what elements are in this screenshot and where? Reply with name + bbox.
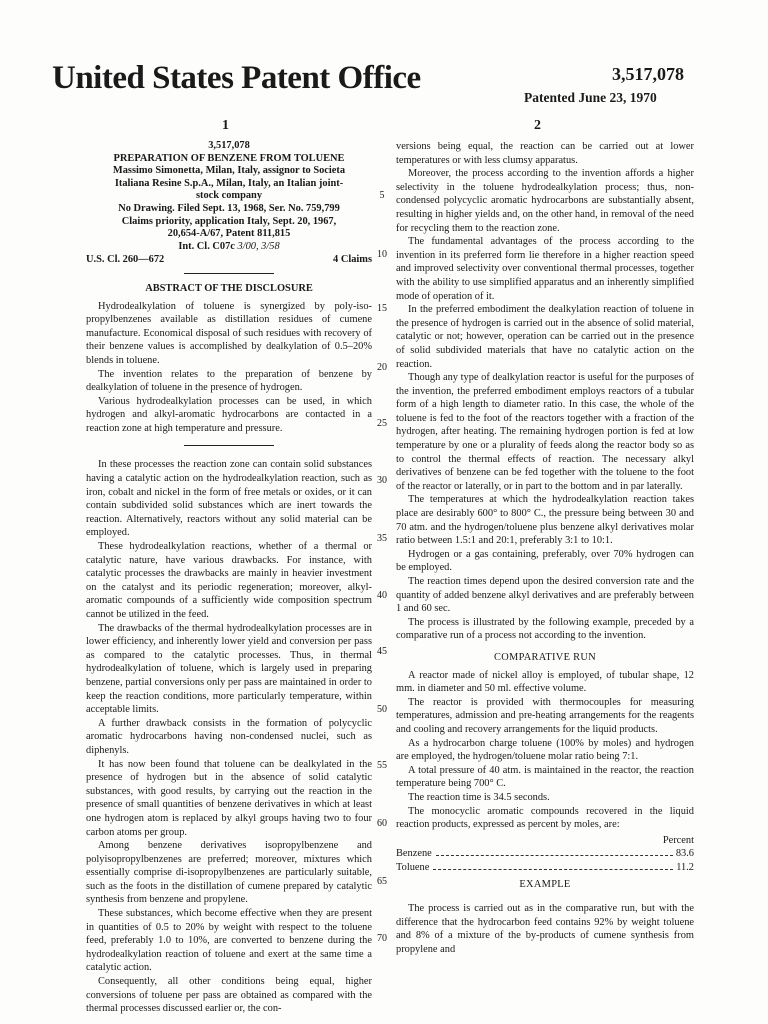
table-value: 11.2 bbox=[676, 861, 694, 873]
paragraph: As a hydrocarbon charge toluene (100% by moles) and hydrogen are employed, the hydrogen/toluene molar ratio being 7:1. bbox=[396, 737, 694, 763]
paragraph: Hydrogen or a gas containing, preferably, over 70% hydrogen can be employed. bbox=[396, 548, 694, 574]
paragraph: The reaction time is 34.5 seconds. bbox=[408, 791, 550, 803]
table-label: Benzene bbox=[396, 848, 432, 860]
meta-class-row bbox=[86, 254, 372, 267]
line-number: 30 bbox=[377, 475, 387, 486]
table-row bbox=[396, 861, 694, 875]
office-title: United States Patent Office bbox=[52, 60, 421, 96]
paragraph: Consequently, all other conditions being equal, higher conversions of toluene per pass are obtained as compared with the thermal processes discussed earlier or, the con- bbox=[86, 976, 372, 1015]
leader-dots bbox=[436, 855, 673, 856]
paragraph: Among benzene derivatives isopropylbenzene and polyisopropylbenzenes are preferred; moreover, mixtures which essentially comprise di-isopropylbenzenes are particularly suitable, such as the foots in the distillation of cumene prepared by catalytic synthesis from benzene and propylene. bbox=[86, 840, 372, 906]
table-label: Toluene bbox=[396, 861, 430, 873]
paragraph: In these processes the reaction zone can contain solid substances having a catalytic action on the hydrodealkylation reaction, such as iron, cobalt and nickel in the form of free metals or oxides, or it can contain subdivided solid substances which are inert towards the reaction. Alternatively, reactors without any solid material can be employed. bbox=[86, 459, 372, 539]
table-header: Percent bbox=[662, 834, 694, 846]
paragraph: The monocyclic aromatic compounds recovered in the liquid reaction products, expressed as percent by moles, are: bbox=[396, 805, 694, 831]
line-number: 55 bbox=[377, 760, 387, 771]
paragraph: A total pressure of 40 atm. is maintained in the reactor, the reaction temperature being 700° C. bbox=[396, 764, 694, 790]
paragraph: Hydrodealkylation of toluene is synergized by poly-iso-propylbenzenes available as distillation residues of cumene manufacture. Economical disposal of such residues with recovery of their benzene values is accomplished by dealkylation of 0.5–20% blends in toluene. bbox=[86, 300, 372, 366]
paragraph: The process is illustrated by the following example, preceded by a comparative run of a process not according to the invention. bbox=[396, 616, 694, 642]
comparative-run-heading: COMPARATIVE RUN bbox=[494, 651, 596, 663]
right-column bbox=[396, 140, 694, 956]
line-number: 15 bbox=[377, 303, 387, 314]
line-number: 70 bbox=[377, 933, 387, 944]
line-number: 10 bbox=[377, 249, 387, 260]
meta-line4: No Drawing. Filed Sept. 13, 1968, Ser. No. 759,799 bbox=[118, 202, 340, 214]
paragraph: The process is carried out as in the comparative run, but with the difference that the hydrocarbon feed contains 92% by weight toluene and 8% of a mixture of the by-products of cumene synthesis from propylene and bbox=[396, 903, 694, 955]
line-number: 45 bbox=[377, 646, 387, 657]
column-number-left: 1 bbox=[222, 118, 229, 133]
meta-line5: Claims priority, application Italy, Sept. 20, 1967, bbox=[121, 215, 337, 227]
meta-number: 3,517,078 bbox=[208, 140, 250, 151]
paragraph: The drawbacks of the thermal hydrodealkylation processes are in lower efficiency, and inherently lower yield and conversion per pass as compared to the catalytic processes. Thus, in thermal hydrodealkylation of toluene, which is largely used in preparing benzene, partial conversions only per pass are maintained in order to keep the reaction conditions, more particularly temperature, within acceptable limits. bbox=[86, 622, 372, 716]
meta-line6: 20,654-A/67, Patent 811,815 bbox=[167, 228, 291, 240]
patent-metadata bbox=[86, 140, 372, 267]
meta-intcl bbox=[86, 241, 372, 254]
paragraph: In the preferred embodiment the dealkylation reaction of toluene in the presence of hydrogen is carried out in the absence of solid material, catalytic or not; however, operation can be carried out in the presence of solid subdivided materials that have no catalytic action on the reaction. bbox=[396, 304, 694, 370]
table-value: 83.6 bbox=[675, 848, 694, 860]
line-number: 5 bbox=[379, 190, 385, 201]
paragraph: The fundamental advantages of the process according to the invention in its preferred form lie therefore in a higher reaction speed and improved selectivity over conventional thermal processes, together with the ability to use simplified apparatus and an inherently simplified mode of operation of it. bbox=[396, 236, 694, 302]
paragraph: The temperatures at which the hydrodealkylation reaction takes place are desirably 600° to 800° C., the pressure being between 30 and 70 atm. and the hydrogen/toluene plus benzene alkyl derivatives molar ratio between 1.5:1 and 20:1, preferably 3:1 to 10:1. bbox=[396, 494, 694, 547]
meta-line3: stock company bbox=[195, 190, 263, 202]
paragraph: A reactor made of nickel alloy is employed, of tubular shape, 12 mm. in diameter and 50 ml. effective volume. bbox=[396, 669, 694, 695]
paragraph: A further drawback consists in the formation of polycyclic aromatic hydrocarbons having non-condensed nuclei, such as diphenyls. bbox=[86, 717, 372, 756]
abstract-body bbox=[86, 300, 372, 436]
meta-intcl-italic: 3/00, 3/58 bbox=[237, 240, 280, 252]
patented-date: Patented June 23, 1970 bbox=[524, 90, 657, 105]
example-heading: EXAMPLE bbox=[519, 879, 571, 891]
line-number: 35 bbox=[377, 533, 387, 544]
line-number: 20 bbox=[377, 362, 387, 373]
divider bbox=[184, 273, 274, 274]
line-number: 50 bbox=[377, 704, 387, 715]
paragraph: These hydrodealkylation reactions, whether of a thermal or catalytic nature, have various drawbacks. For instance, with catalytic processes the drawbacks are mainly in heavier investment on the catalyst and its periodic regeneration; moreover, alkyl-aromatic compounds of a sufficiently wide composition spectrum cannot be utilized in the feed. bbox=[86, 541, 372, 620]
paragraph: Though any type of dealkylation reactor is useful for the purposes of the invention, the preferred embodiment employs reactors of a tubular form of a high length to diameter ratio. In this case, the whole of the toluene is fed to the foot of the reactors together with a fraction of the hydrogen, after heating. The remaining hydrogen portion is fed at low temperature by one or a plurality of feeds along the reactor body so as to control the thermal effects of reaction. The necessary alkyl derivatives of benzene can be fed together with the toluene to the foot of the reactor or laterally, or in part to the bottom and in par laterally. bbox=[396, 372, 694, 492]
leader-dots bbox=[433, 869, 673, 870]
line-number: 60 bbox=[377, 818, 387, 829]
description-body bbox=[86, 458, 372, 1015]
paragraph: The reaction times depend upon the desired conversion rate and the quantity of added benzene alkyl derivatives and are preferably between 1 and 60 sec. bbox=[396, 576, 694, 615]
paragraph: These substances, which become effective when they are present in quantities of 0.5 to 20% by weight with respect to the toluene feed, preferably 1.0 to 10%, are converted to benzene during the hydrodealkylation reaction of toluene and exert at the same time a catalytic action. bbox=[86, 908, 372, 974]
meta-line1: Massimo Simonetta, Milan, Italy, assignor to Societa bbox=[112, 165, 346, 177]
paragraph: Various hydrodealkylation processes can be used, in which hydrogen and alkyl-aromatic hydrocarbons are contacted in a reaction zone at high temperature and pressure. bbox=[86, 395, 372, 434]
results-table bbox=[396, 834, 694, 875]
paragraph: The reactor is provided with thermocouples for measuring temperatures, admission and pre-heating arrangements for the reagents and cooling and recovery arrangements for the liquid products. bbox=[396, 696, 694, 735]
paragraph: It has now been found that toluene can be dealkylated in the presence of hydrogen but in the absence of solid catalytic substances, with good results, by carrying out the reaction in the presence of small quantities of benzene derivatives in which at least one hydrogen atom is replaced by alkyl groups having two to four carbon atoms per group. bbox=[86, 758, 372, 838]
divider bbox=[184, 445, 274, 446]
meta-intcl-prefix: Int. Cl. C07c bbox=[178, 240, 238, 252]
line-number: 65 bbox=[377, 876, 387, 887]
paragraph: versions being equal, the reaction can be carried out at lower temperatures or with less clumsy apparatus. bbox=[396, 141, 694, 166]
meta-line2: Italiana Resine S.p.A., Milan, Italy, an Italian joint- bbox=[114, 177, 344, 189]
left-column bbox=[86, 140, 372, 1016]
meta-uscl: U.S. Cl. 260—672 bbox=[86, 254, 165, 266]
meta-title: PREPARATION OF BENZENE FROM TOLUENE bbox=[113, 152, 345, 164]
line-number: 40 bbox=[377, 590, 387, 601]
paragraph: The invention relates to the preparation of benzene by dealkylation of toluene in the presence of hydrogen. bbox=[86, 368, 372, 394]
meta-claims: 4 Claims bbox=[333, 254, 372, 266]
table-row bbox=[396, 847, 694, 861]
patent-number: 3,517,078 bbox=[612, 64, 684, 84]
paragraph: Moreover, the process according to the invention affords a higher selectivity in the toluene hydrodealkylation process; thus, non-condensed polycyclic aromatic hydrocarbons are substantially absent, resulting in higher yields and, on the other hand, in removal of the need for recycling them to the reaction zone. bbox=[396, 168, 694, 234]
column-number-right: 2 bbox=[534, 118, 541, 133]
abstract-heading: ABSTRACT OF THE DISCLOSURE bbox=[145, 282, 313, 294]
line-number: 25 bbox=[377, 418, 387, 429]
